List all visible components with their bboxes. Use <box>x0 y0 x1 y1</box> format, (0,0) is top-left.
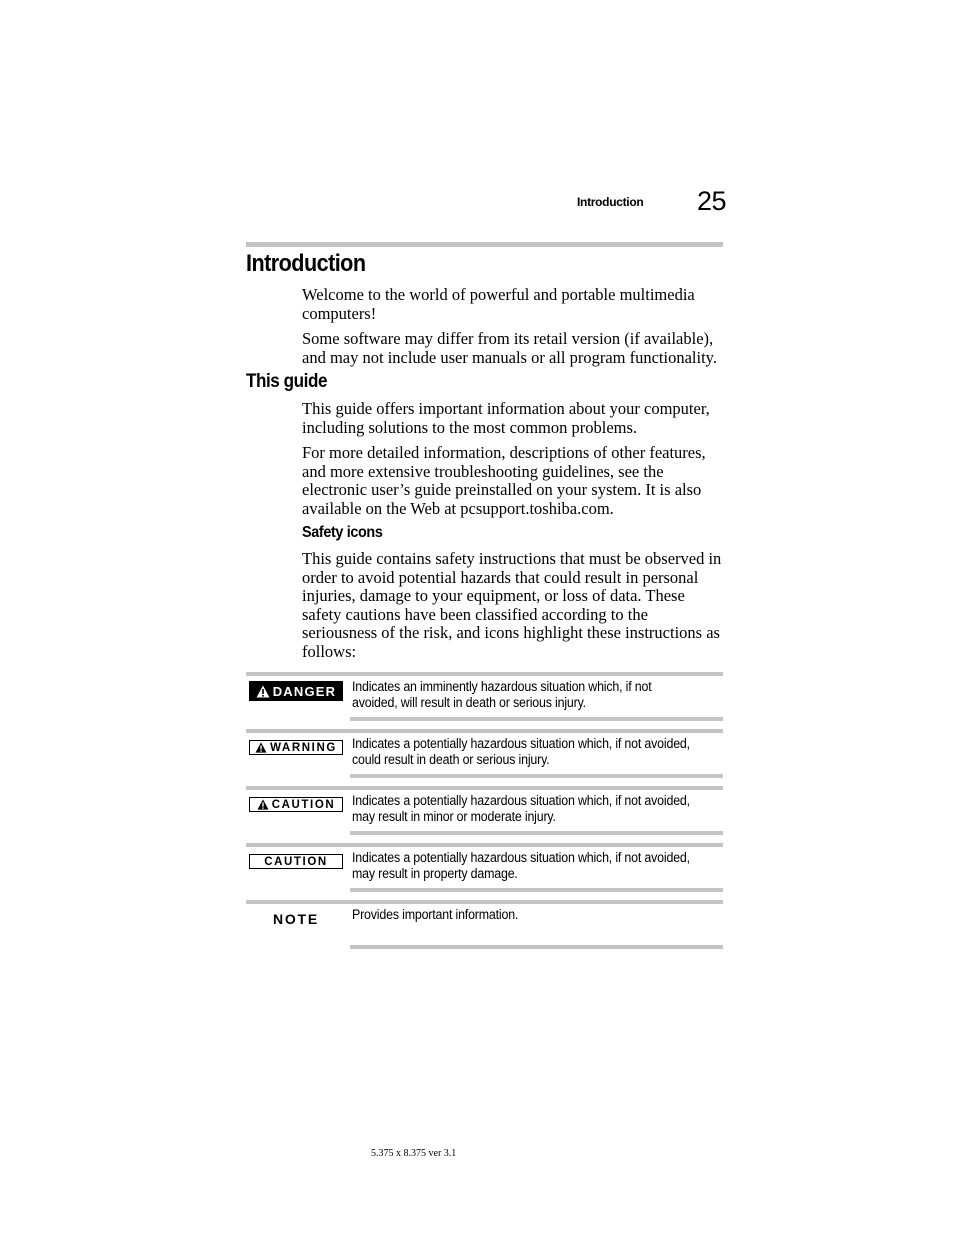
row-rule <box>246 843 723 847</box>
caution-label: CAUTION <box>271 798 336 811</box>
guide-paragraph-1: This guide offers important information about your computer, including solutions to the most common problems. <box>302 399 710 437</box>
caution-property-signal-word <box>249 854 343 869</box>
caution-property-description: Indicates a potentially hazardous situation which, if not avoided, may result in property damage. <box>352 850 690 881</box>
safety-row-danger <box>246 672 723 729</box>
row-rule <box>246 900 723 904</box>
running-head: Introduction <box>577 195 644 209</box>
warning-triangle-icon <box>257 799 269 810</box>
row-rule <box>246 729 723 733</box>
warning-triangle-icon <box>256 685 270 698</box>
caution-property-label: CAUTION <box>264 855 328 868</box>
footer-version: 5.375 x 8.375 ver 3.1 <box>371 1148 457 1159</box>
row-bottom-rule <box>350 888 723 892</box>
warning-triangle-icon <box>255 742 267 753</box>
section-heading-this-guide: This guide <box>246 371 327 392</box>
note-description: Provides important information. <box>352 907 519 922</box>
note-signal-word <box>249 909 343 929</box>
warning-signal-word <box>249 740 343 755</box>
caution-signal-word <box>249 797 343 812</box>
top-rule <box>246 242 723 247</box>
row-bottom-rule <box>350 831 723 835</box>
safety-intro-paragraph: This guide contains safety instructions that must be observed in order to avoid potential hazards that could result in personal injuries, damage to your equipment, or loss of data. These safety cautions have been classified according to the seriousness of the risk, and icons highlight these instructions as follows: <box>302 549 722 661</box>
row-rule <box>246 672 723 676</box>
row-bottom-rule <box>350 945 723 949</box>
danger-signal-word <box>249 681 343 701</box>
caution-injury-description: Indicates a potentially hazardous situation which, if not avoided, may result in minor or moderate injury. <box>352 793 690 824</box>
subheading-safety-icons: Safety icons <box>302 524 383 541</box>
guide-paragraph-2: For more detailed information, descriptions of other features, and more extensive troubleshooting guidelines, see the electronic user’s guide preinstalled on your system. It is also available on the Web at pcsupport.toshiba.com. <box>302 443 706 518</box>
warning-label: WARNING <box>270 741 337 754</box>
row-bottom-rule <box>350 774 723 778</box>
safety-row-caution-injury <box>246 786 723 843</box>
safety-row-warning <box>246 729 723 786</box>
warning-description: Indicates a potentially hazardous situation which, if not avoided, could result in death or serious injury. <box>352 736 690 767</box>
note-label: NOTE <box>272 911 320 927</box>
page-number: 25 <box>697 186 727 216</box>
row-rule <box>246 786 723 790</box>
intro-paragraph-2: Some software may differ from its retail version (if available), and may not include user manuals or all program functionality. <box>302 329 717 367</box>
safety-row-note <box>246 900 723 957</box>
danger-description: Indicates an imminently hazardous situation which, if not avoided, will result in death or serious injury. <box>352 679 652 710</box>
safety-icons-table <box>246 672 723 957</box>
safety-row-caution-property <box>246 843 723 900</box>
intro-paragraph-1: Welcome to the world of powerful and portable multimedia computers! <box>302 285 695 323</box>
danger-label: DANGER <box>272 683 337 699</box>
page-title: Introduction <box>246 250 366 277</box>
row-bottom-rule <box>350 717 723 721</box>
